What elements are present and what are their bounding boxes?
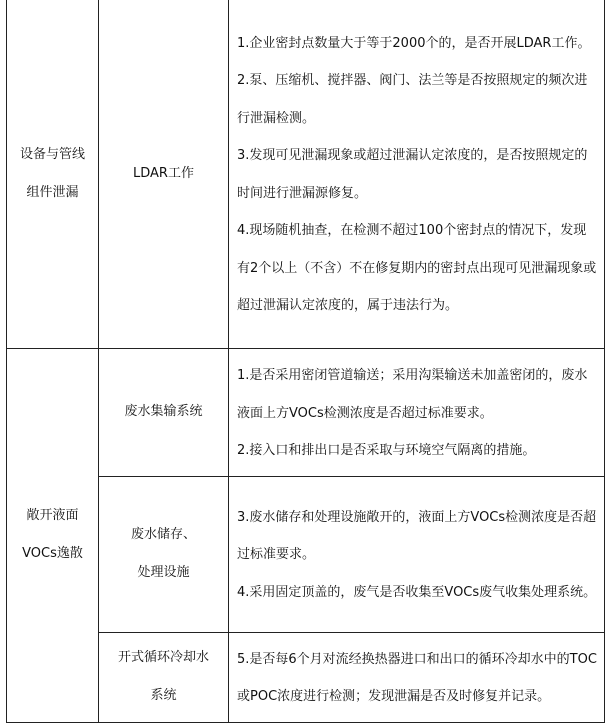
requirement-item: 4.采用固定顶盖的，废气是否收集至VOCs废气收集处理系统。 <box>237 584 597 600</box>
requirement-item: 1.企业密封点数量大于等于2000个的，是否开展LDAR工作。 <box>237 35 591 51</box>
requirement-item: 3.废水储存和处理设施敞开的，液面上方VOCs检测浓度是否超过标准要求。 <box>237 509 597 563</box>
table-row <box>7 349 605 477</box>
subcategory-line: 废水集输系统 <box>124 404 203 420</box>
inspection-table <box>6 0 605 723</box>
category-cell <box>7 0 99 349</box>
requirements-cell <box>229 476 605 632</box>
subcategory-cell <box>99 0 229 349</box>
requirement-item: 5.是否每6个月对流经换热器进口和出口的循环冷却水中的TOC或POC浓度进行检测；发现泄漏是否及时修复并记录。 <box>237 651 597 704</box>
category-line: 组件泄漏 <box>26 184 79 200</box>
category-line: VOCs逸散 <box>22 546 83 562</box>
subcategory-line: 开式循环冷却水 <box>117 650 209 665</box>
subcategory-cell <box>99 476 229 632</box>
subcategory-cell <box>99 632 229 722</box>
category-line: 敞开液面 <box>26 508 79 524</box>
subcategory-line: 处理设施 <box>137 565 190 580</box>
table-row <box>7 0 605 349</box>
subcategory-line: LDAR工作 <box>133 165 194 181</box>
requirements-cell <box>229 349 605 477</box>
requirement-item: 4.现场随机抽查，在检测不超过100个密封点的情况下，发现有2个以上（不含）不在修复期内的密封点出现可见泄漏现象或超过泄漏认定浓度的，属于违法行为。 <box>237 223 597 313</box>
requirement-item: 1.是否采用密闭管道输送；采用沟渠输送未加盖密闭的，废水液面上方VOCs检测浓度是否超过标准要求。 <box>237 368 588 421</box>
subcategory-line: 废水储存、 <box>130 527 196 542</box>
category-line: 设备与管线 <box>19 146 85 162</box>
requirements-cell <box>229 0 605 349</box>
requirement-item: 2.接入口和排出口是否采取与环境空气隔离的措施。 <box>237 443 536 458</box>
requirement-item: 2.泵、压缩机、搅拌器、阀门、法兰等是否按照规定的频次进行泄漏检测。 <box>237 73 588 126</box>
requirements-cell <box>229 632 605 722</box>
subcategory-line: 系统 <box>150 688 177 703</box>
category-cell <box>7 349 99 723</box>
requirement-item: 3.发现可见泄漏现象或超过泄漏认定浓度的，是否按照规定的时间进行泄漏源修复。 <box>237 148 588 201</box>
subcategory-cell <box>99 349 229 477</box>
